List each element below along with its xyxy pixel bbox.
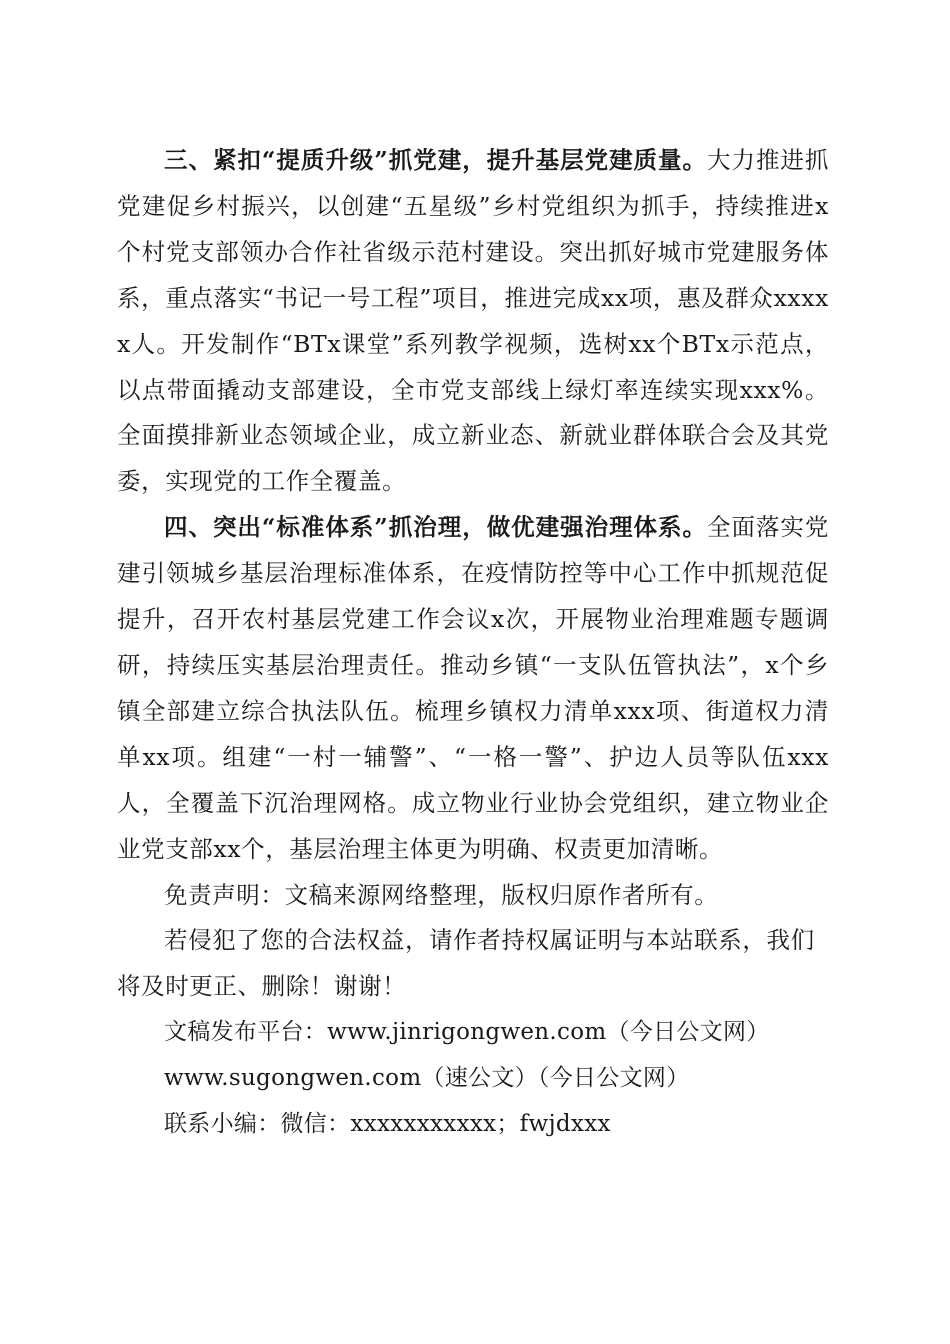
document-content [117, 138, 829, 1148]
section-4-heading: 四、突出“标准体系”抓治理，做优建强治理体系。 [164, 513, 707, 542]
section-3-body: 大力推进抓党建促乡村振兴，以创建“五星级”乡村党组织为抓手，持续推进x个村党支部领办合作社省级示范村建设。突出抓好城市党建服务体系，重点落实“书记一号工程”项目，推进完成xx项，惠及群众xxxxx人。开发制作“BTx课堂”系列教学视频，选树xx个BTx示范点，以点带面撬动支部建设，全市党支部线上绿灯率连续实现xxx%。全面摸排新业态领域企业，成立新业态、新就业群体联合会及其党委，实现党的工作全覆盖。 [117, 146, 830, 496]
section-4-body: 全面落实党建引领城乡基层治理标准体系，在疫情防控等中心工作中抓规范促提升，召开农村基层党建工作会议x次，开展物业治理难题专题调研，持续压实基层治理责任。推动乡镇“一支队伍管执法”，x个乡镇全部建立综合执法队伍。梳理乡镇权力清单xxx项、街道权力清单xx项。组建“一村一辅警”、“一格一警”、护边人员等队伍xxx人，全覆盖下沉治理网格。成立物业行业协会党组织，建立物业企业党支部xx个，基层治理主体更为明确、权责更加清晰。 [117, 513, 830, 863]
paragraph-section-4 [117, 505, 829, 872]
paragraph-section-3 [117, 138, 829, 505]
publish-platform-line: 文稿发布平台：www.jinrigongwen.com（今日公文网） [164, 1019, 770, 1046]
disclaimer-line-2: 若侵犯了您的合法权益，请作者持权属证明与本站联系，我们将及时更正、删除！谢谢！ [117, 926, 815, 1001]
secondary-site-line: www.sugongwen.com（速公文）（今日公文网） [164, 1065, 690, 1092]
contact-editor-line: 联系小编：微信：xxxxxxxxxxx；fwjdxxx [164, 1111, 611, 1138]
section-3-heading: 三、紧扣“提质升级”抓党建，提升基层党建质量。 [164, 146, 707, 174]
disclaimer-line-1: 免责声明：文稿来源网络整理，版权归原作者所有。 [164, 880, 719, 909]
